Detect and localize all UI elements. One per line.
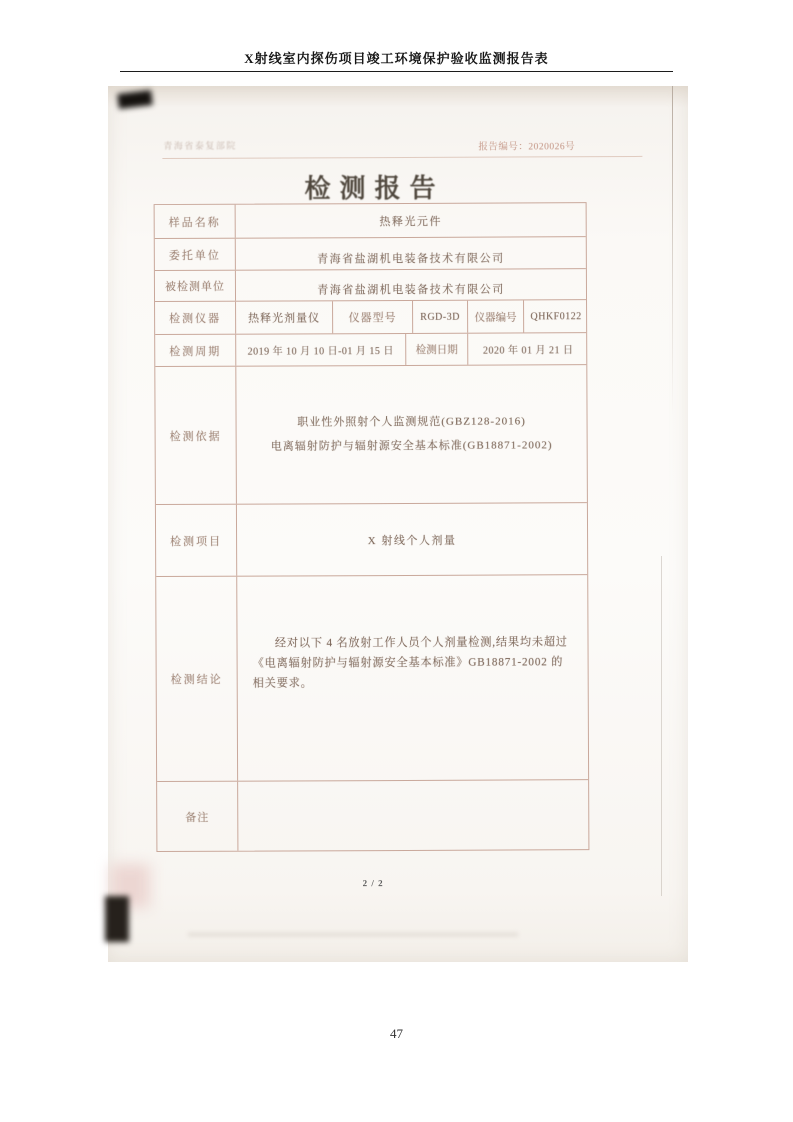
scan-content (106, 85, 690, 964)
scanned-report-image (108, 86, 688, 962)
row-value: X 射线个人剂量 (236, 503, 587, 576)
table-row-conclusion (156, 574, 588, 781)
basis-line-1: 职业性外照射个人监测规范(GBZ128-2016) (297, 415, 526, 429)
test-date-label: 检测日期 (405, 334, 467, 365)
row-label: 检测仪器 (169, 312, 222, 325)
row-value: 青海省盐湖机电装备技术有限公司 (235, 269, 586, 301)
instrument-serial-label: 仪器编号 (467, 300, 523, 332)
instrument-name: 热释光剂量仪 (235, 301, 332, 333)
row-label: 被检测单位 (164, 280, 225, 294)
table-row-items (156, 502, 587, 576)
report-table (154, 202, 590, 852)
row-label: 委托单位 (168, 249, 221, 262)
table-row-period (155, 332, 586, 366)
basis-lines (271, 411, 553, 458)
report-number: 报告编号：2020026号 (478, 142, 576, 153)
row-value (237, 780, 588, 851)
conclusion-text: 经对以下 4 名放射工作人员个人剂量检测,结果均未超过《电离辐射防护与辐射源安全基本标准》GB18871-2002 的相关要求。 (236, 575, 588, 781)
test-date: 2020 年 01 月 21 日 (467, 333, 588, 365)
page-number: 47 (390, 1026, 403, 1041)
period-value: 2019 年 10 月 10 日-01 月 15 日 (235, 334, 405, 366)
row-label: 检测周期 (169, 345, 222, 358)
instrument-serial: QHKF0122 (523, 300, 588, 332)
basis-line-2: 电离辐射防护与辐射源安全基本标准(GB18871-2002) (270, 438, 553, 453)
row-label: 检测结论 (170, 673, 223, 686)
table-row-tested-unit (155, 268, 586, 301)
report-title: 检测报告 (304, 173, 445, 204)
row-value: 热释光元件 (235, 203, 586, 238)
report-page-indicator: 2 / 2 (362, 878, 384, 889)
row-label: 备注 (185, 811, 210, 824)
table-row-basis (155, 364, 587, 504)
scan-header-rule (162, 156, 642, 159)
table-row-sample (155, 203, 586, 238)
table-row-remark (157, 779, 588, 851)
instrument-model: RGD-3D (412, 301, 467, 333)
issuer-text: 青海省泰复部院 (163, 140, 237, 152)
row-label: 检测依据 (169, 430, 222, 443)
document-header-title: X射线室内探伤项目竣工环境保护验收监测报告表 (244, 51, 549, 66)
table-row-instrument (155, 299, 586, 334)
instrument-model-label: 仪器型号 (332, 301, 412, 333)
row-label: 样品名称 (168, 216, 221, 229)
row-label: 检测项目 (170, 535, 223, 548)
header-divider (120, 71, 673, 72)
table-row-client (155, 236, 586, 270)
row-value: 青海省盐湖机电装备技术有限公司 (235, 237, 586, 270)
